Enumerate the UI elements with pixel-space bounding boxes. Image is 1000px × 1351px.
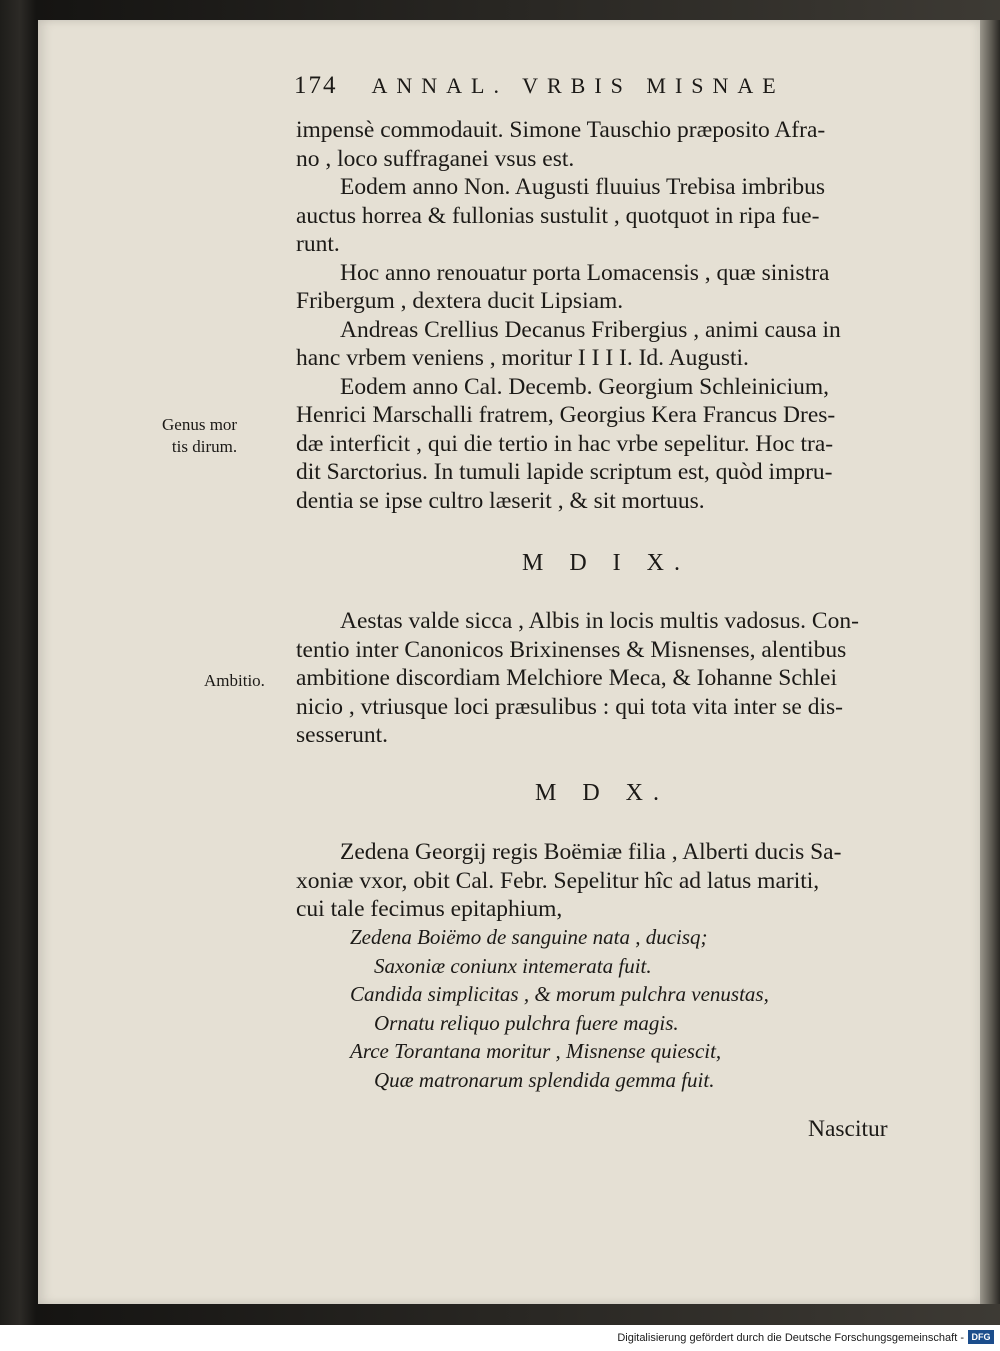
text-line: ambitione discordiam Melchiore Meca, & Iohanne Schlei — [296, 665, 837, 691]
text-line: cui tale fecimus epitaphium, — [296, 896, 563, 922]
page-number: 174 — [294, 72, 338, 99]
epitaph — [350, 923, 769, 1094]
text-line: Zedena Georgij regis Boëmiæ filia , Alberti ducis Sa- — [340, 839, 842, 865]
year-heading-1509: M D I X. — [522, 550, 690, 576]
text-line: Aestas valde sicca , Albis in locis multis vadosus. Con- — [340, 608, 859, 634]
text-line: Eodem anno Cal. Decemb. Georgium Schleinicium, — [340, 373, 830, 400]
verse-line: Quæ matronarum splendida gemma fuit. — [374, 1067, 715, 1092]
verse-line: Zedena Boiëmo de sanguine nata , ducisq; — [350, 925, 708, 949]
text-line: auctus horrea & fullonias sustulit , quotquot in ripa fue- — [296, 202, 820, 229]
text-line: Andreas Crellius Decanus Fribergius , animi causa in — [340, 316, 841, 343]
verse-line: Arce Torantana moritur , Misnense quiescit, — [350, 1039, 722, 1063]
book-edge — [980, 20, 1000, 1304]
verse-line: Saxoniæ coniunx intemerata fuit. — [374, 953, 652, 978]
text-line: xoniæ vxor, obit Cal. Febr. Sepelitur hîc ad latus mariti, — [296, 867, 820, 894]
book-page — [38, 20, 980, 1304]
verse-line: Candida simplicitas , & morum pulchra venustas, — [350, 982, 769, 1006]
text-line: dæ interficit , qui die tertio in hac vrbe sepelitur. Hoc tra- — [296, 430, 834, 457]
margin-note-line: tis dirum. — [171, 437, 238, 456]
text-line: Fribergum , dextera ducit Lipsiam. — [296, 288, 624, 314]
text-line: runt. — [296, 231, 340, 257]
running-title: ANNAL. VRBIS MISNAE — [371, 73, 785, 98]
text-line: no , loco suffraganei vsus est. — [296, 145, 575, 172]
catchword: Nascitur — [808, 1116, 888, 1142]
running-head — [294, 72, 894, 102]
verse-line: Ornatu reliquo pulchra fuere magis. — [374, 1010, 679, 1035]
text-line: hanc vrbem veniens , moritur I I I I. Id. Augusti. — [296, 345, 749, 371]
paragraph-block-2 — [296, 607, 956, 750]
margin-note-genus — [162, 414, 237, 458]
text-line: Hoc anno renouatur porta Lomacensis , quæ sinistra — [340, 259, 830, 286]
text-line: sesserunt. — [296, 722, 389, 748]
footer-credit: Digitalisierung gefördert durch die Deutsche Forschungsgemeinschaft - — [617, 1332, 964, 1344]
margin-note-line: Genus mor — [162, 415, 238, 434]
text-line: impensè commodauit. Simone Tauschio præposito Afra- — [296, 117, 826, 143]
margin-note-ambitio: Ambitio. — [204, 671, 265, 690]
paragraph-block-3 — [296, 838, 956, 924]
text-line: Henrici Marschalli fratrem, Georgius Kera Francus Dres- — [296, 402, 836, 428]
year-heading-1510: M D X. — [535, 780, 670, 806]
text-line: Eodem anno Non. Augusti fluuius Trebisa imbribus — [340, 174, 826, 200]
dfg-logo-icon: DFG — [968, 1330, 994, 1344]
text-line: dentia se ipse cultro læserit , & sit mortuus. — [296, 487, 705, 514]
text-line: tentio inter Canonicos Brixinenses & Misnenses, alentibus — [296, 636, 847, 663]
text-line: dit Sarctorius. In tumuli lapide scriptum est, quòd impru- — [296, 459, 833, 485]
digitization-footer — [0, 1325, 1000, 1351]
text-line: nicio , vtriusque loci præsulibus : qui tota vita inter se dis- — [296, 693, 843, 720]
paragraph-block-1 — [296, 116, 956, 515]
